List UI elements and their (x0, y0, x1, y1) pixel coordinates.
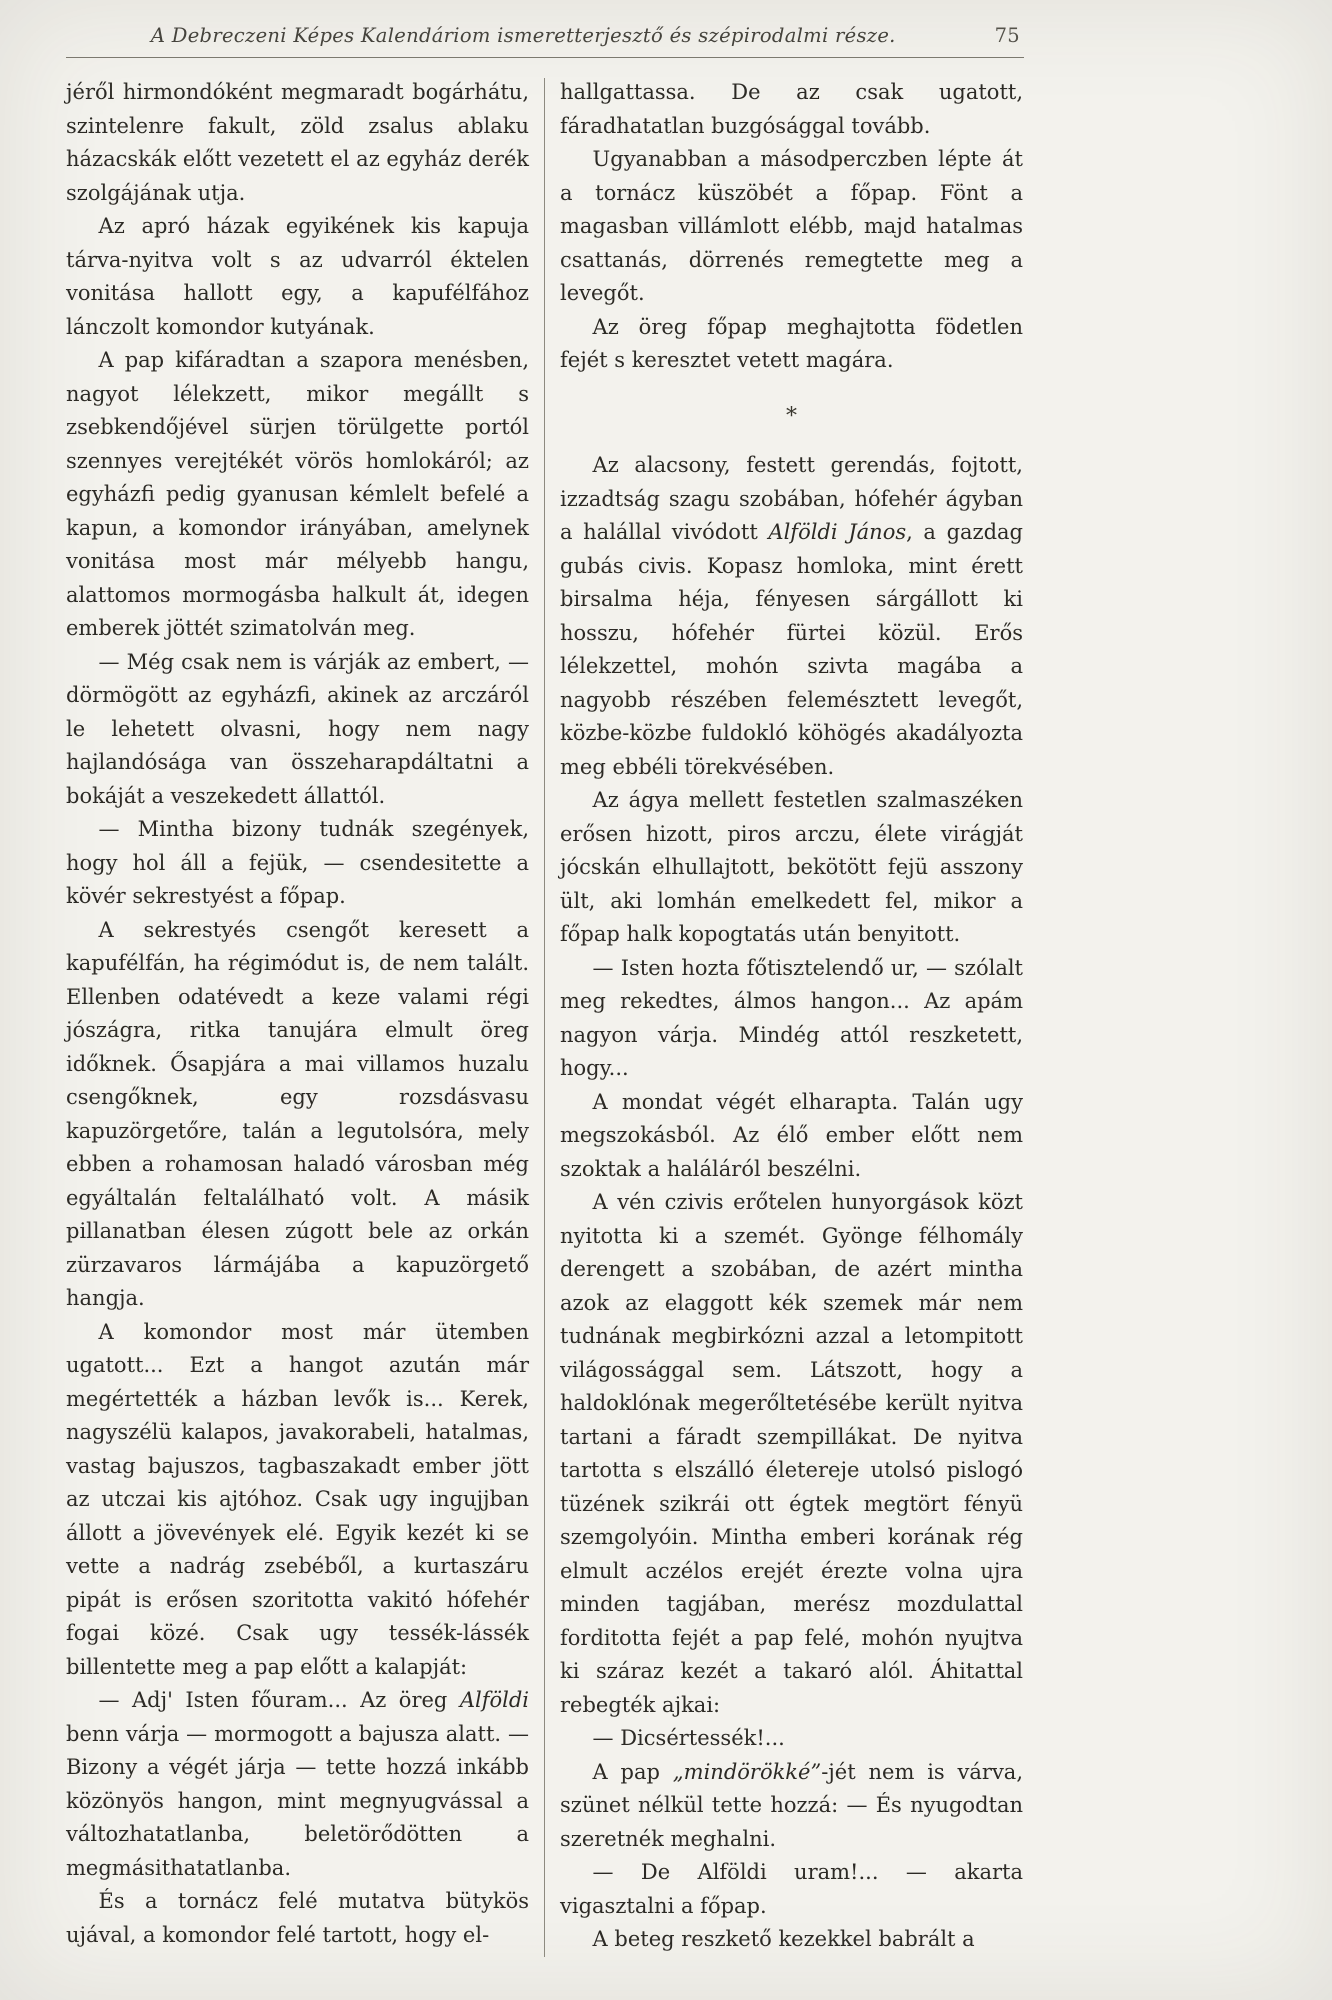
text-run: benn várja — mormogott a bajusza alatt. — Bizony a végét járja — tette hozzá inkább közönyös hangon, mint megnyugvással a változhatatlanba, beletörődötten a megmásithatatlanba. (66, 1721, 529, 1880)
right-column (560, 76, 1023, 1957)
italic-text-run: Alföldi János (768, 520, 907, 544)
text-run: — Adj' Isten főuram... Az öreg (98, 1688, 460, 1712)
text-run: A pap kifáradtan a szapora menésben, nagyot lélekzett, mikor megállt s zsebkendőjével sürjen törülgette portól szennyes verejtékét vörös homlokáról; az egyházfi pedig gyanusan kémlelt befelé a kapun, a komondor irányában, amelynek vonitása most már mélyebb hangu, alattomos mormogásba halkult át, idegen emberek jöttét szimatolván meg. (66, 348, 529, 640)
text-run: Az ágya mellett festetlen szalmaszéken erősen hizott, piros arczu, élete virágját jócskán elhullajtott, bekötött fejü asszony ült, aki lomhán emelkedett fel, mikor a főpap halk kopogtatás után benyitott. (560, 788, 1023, 946)
left-column (66, 76, 529, 1957)
text-run: A beteg reszkető kezekkel babrált a (592, 1927, 975, 1951)
paragraph (560, 143, 1023, 311)
text-run: És a tornácz felé mutatva bütykös ujával, a komondor felé tartott, hogy el- (66, 1889, 529, 1947)
text-run: A sekrestyés csengőt keresett a kapufélfán, ha régimódut is, de nem talált. Ellenben odatévedt a keze valami régi jószágra, ritka tanujára elmult öreg időknek. Ősapjára a mai villamos huzalu csengőknek, egy rozsdásvasu kapuzörgetőre, talán a legutolsóra, mely ebben a rohamosan haladó városban még egyáltalán feltalálható volt. A másik pillanatban élesen zúgott bele az orkán zürzavaros lármájába a kapuzörgető hangja. (66, 917, 529, 1310)
paragraph (560, 784, 1023, 952)
paragraph (560, 1856, 1023, 1923)
section-break-star (560, 400, 1023, 434)
text-run: — De Alföldi uram!... — akarta vigasztalni a főpap. (560, 1860, 1023, 1918)
text-run: — Dicsértessék!... (592, 1726, 785, 1750)
paragraph (560, 311, 1023, 378)
paragraph (66, 646, 529, 814)
text-run: A komondor most már ütemben ugatott... Ezt a hangot azután már megértették a házban levők is... Kerek, nagyszélü kalapos, javakorabeli, hatalmas, vastag bajuszos, tagbaszakadt ember jött az utczai kis ajtóhoz. Csak ugy ingujjban állott a jövevények elé. Egyik kezét ki se vette a nadrág zsebéből, a kurtaszáru pipát is erősen szoritotta vakitó hófehér fogai közé. Csak ugy tessék-lássék billentette meg a pap előtt a kalapját: (66, 1319, 529, 1679)
running-header (66, 24, 1024, 57)
italic-text-run: „mindörökké” (672, 1759, 822, 1784)
text-run: Az alacsony, festett gerendás, fojtott, izzadtság szagu szobában, hófehér ágyban a halállal vivódott (560, 453, 1023, 544)
text-run: jéről hirmondóként megmaradt bogárhátu, szintelenre fakult, zöld zsalus ablaku házacskák előtt vezetett el az egyház derék szolgájának utja. (66, 80, 530, 205)
paragraph (66, 914, 529, 1316)
header-rule (66, 57, 1024, 58)
text-run: hallgattassa. De az csak ugatott, fáradhatatlan buzgósággal tovább. (560, 80, 1023, 138)
text-run: Ugyanabban a másodperczben lépte át a tornácz küszöbét a főpap. Fönt a magasban villámlott elébb, majd hatalmas csattanás, dörrenés remegtette meg a levegőt. (560, 147, 1023, 305)
paragraph (560, 1186, 1023, 1722)
paragraph (560, 449, 1023, 784)
text-run: -jét nem is várva, szünet nélkül tette hozzá: — És nyugodtan szeretnék meghalni. (560, 1759, 1024, 1851)
text-run: A mondat végét elharapta. Talán ugy megszokásból. Az élő ember előtt nem szoktak a haláláról beszélni. (560, 1089, 1023, 1181)
paragraph (66, 1684, 529, 1885)
text-run: — Isten hozta főtisztelendő ur, — szólalt meg rekedtes, álmos hangon... Az apám nagyon várja. Mindég attól reszketett, hogy... (560, 955, 1023, 1080)
paragraph (560, 1722, 1023, 1756)
text-run: — Még csak nem is várják az embert, — dörmögött az egyházfi, akinek az arczáról le lehetett olvasni, hogy nem nagy hajlandósága van összeharapdáltatni a bokáját a veszekedett állattól. (66, 649, 529, 808)
text-run: * (786, 403, 797, 429)
text-run: Az apró házak egyikének kis kapuja tárva-nyitva volt s az udvarról éktelen vonitása hallott egy, a kapufélfához lánczolt komondor kutyának. (66, 214, 529, 339)
paragraph (66, 76, 529, 210)
paragraph (66, 813, 529, 914)
text-run: A vén czivis erőtelen hunyorgások közt nyitotta ki a szemét. Gyönge félhomály derengett a szobában, de azért mintha azok az elaggott kék szemek már nem tudnának megbirkózni azzal a letompitott világossággal sem. Látszott, hogy a haldoklónak megerőltetésébe került nyitva tartani a fáradt szempillákat. De nyitva tartotta s elszálló életereje utolsó pislogó tüzének szikrái ott égtek megtört fényü szemgolyóin. Mintha emberi korának rég elmult aczélos erejét érezte volna ujra minden tagjában, merész mozdulattal forditotta fejét a pap felé, mohón nyujtva ki száraz kezét a takaró alól. Áhitattal rebegték ajkai: (560, 1190, 1023, 1717)
printed-area (66, 24, 1024, 1957)
text-run: Az öreg főpap meghajtotta födetlen fejét s keresztet vetett magára. (560, 314, 1023, 372)
running-title: A Debreczeni Képes Kalendáriom ismeretterjesztő és szépirodalmi része. (150, 24, 896, 47)
italic-text-run: Alföldi (459, 1688, 529, 1712)
text-run: — Mintha bizony tudnák szegények, hogy hol áll a fejük, — csendesitette a kövér sekrestyést a főpap. (66, 817, 529, 908)
paragraph (66, 210, 529, 344)
paragraph (66, 1885, 529, 1952)
text-run: , a gazdag gubás civis. Kopasz homloka, mint érett birsalma héja, fényesen sárgállott ki hosszu, hófehér fürtei közül. Erős lélekzettel, mohón szivta magába a nagyobb részében felemésztett levegőt, közbe-közbe fuldokló köhögés akadályozta meg ebbéli törekvésében. (560, 520, 1023, 779)
text-columns (66, 76, 1024, 1957)
paragraph (560, 76, 1023, 143)
page-number: 75 (994, 24, 1020, 47)
paragraph (560, 1086, 1023, 1187)
paragraph (560, 1756, 1023, 1857)
paragraph (66, 1316, 529, 1685)
text-run: A pap (592, 1759, 673, 1784)
paragraph (560, 952, 1023, 1086)
paragraph (66, 344, 529, 646)
column-divider (544, 78, 545, 1957)
paragraph (560, 1923, 1023, 1957)
